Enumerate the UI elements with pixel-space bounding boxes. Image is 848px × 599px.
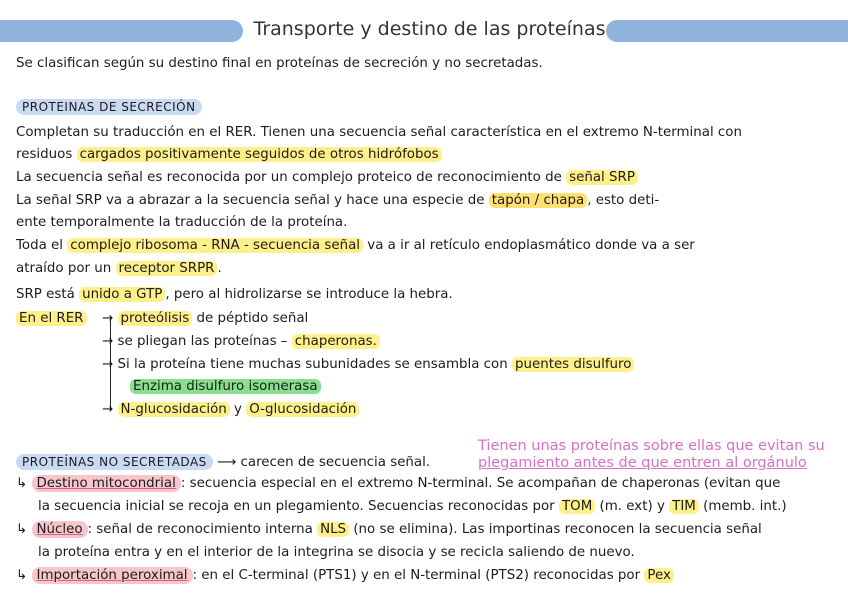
text: Toda el bbox=[16, 238, 64, 253]
destination-nucleus-cont: la proteína entra y en el interior de la integrina se disocia y se recicla saliendo de nuevo. bbox=[38, 545, 635, 560]
text: SRP está bbox=[16, 287, 75, 302]
text: (no se elimina). Las importinas reconocen la secuencia señal bbox=[353, 522, 762, 537]
note-line-2: plegamiento antes de que entren al orgánulo bbox=[478, 455, 807, 471]
rer-label-row bbox=[16, 309, 87, 329]
highlight-gtp: unido a GTP bbox=[79, 287, 165, 302]
highlight-tapon: tapón / chapa bbox=[489, 193, 587, 208]
text: . bbox=[217, 261, 222, 276]
non-secreted-heading: PROTEÍNAS NO SECRETADAS bbox=[16, 454, 213, 470]
text: : señal de reconocimiento interna bbox=[87, 522, 313, 537]
rer-branch-4 bbox=[102, 400, 359, 420]
secretion-line-5: ente temporalmente la traducción de la proteína. bbox=[16, 215, 348, 230]
text: atraído por un bbox=[16, 261, 112, 276]
text: (memb. int.) bbox=[703, 499, 787, 514]
text: se pliegan las proteínas – bbox=[117, 334, 288, 349]
text: La secuencia señal es reconocida por un complejo proteico de reconocimiento de bbox=[16, 170, 562, 185]
label-peroxisome: Importación peroximal bbox=[32, 567, 193, 584]
return-arrow-icon: ↳ bbox=[16, 522, 28, 537]
rer-branch-1 bbox=[102, 309, 308, 329]
arrow-icon: → bbox=[102, 357, 114, 372]
highlight-complex: complejo ribosoma - RNA - secuencia señal bbox=[67, 238, 363, 253]
arrow-icon: → bbox=[102, 334, 114, 349]
text: (m. ext) y bbox=[599, 499, 665, 514]
margin-note bbox=[478, 438, 825, 472]
destination-mitochondrial bbox=[16, 474, 780, 494]
highlight-tom: TOM bbox=[559, 499, 595, 514]
text: : en el C-terminal (PTS1) y en el N-terminal (PTS2) reconocidas por bbox=[192, 568, 641, 583]
rer-branch-3-enzyme bbox=[130, 377, 321, 397]
highlight-proteolysis: proteólisis bbox=[118, 311, 193, 326]
text: y bbox=[234, 402, 242, 417]
text: La señal SRP va a abrazar a la secuencia señal y hace una especie de bbox=[16, 193, 485, 208]
label-mitochondrial: Destino mitocondrial bbox=[32, 475, 181, 492]
highlight-nls: NLS bbox=[317, 522, 349, 537]
page-title: Transporte y destino de las proteínas bbox=[253, 18, 606, 40]
secretion-line-2 bbox=[16, 145, 442, 165]
highlight-chaperones: chaperonas. bbox=[292, 334, 380, 349]
arrow-icon: ⟶ bbox=[217, 455, 237, 470]
destination-peroxisome bbox=[16, 566, 674, 586]
return-arrow-icon: ↳ bbox=[16, 476, 28, 491]
text: , pero al hidrolizarse se introduce la hebra. bbox=[165, 287, 453, 302]
arrow-icon: → bbox=[102, 311, 114, 326]
highlight-pex: Pex bbox=[644, 568, 674, 583]
label-nucleus: Núcleo bbox=[32, 521, 88, 538]
intro-line: Se clasifican según su destino final en proteínas de secreción y no secretadas. bbox=[16, 56, 543, 71]
highlight-charged-residues: cargados positivamente seguidos de otros hidrófobos bbox=[77, 147, 442, 162]
rer-branch-3 bbox=[102, 355, 634, 375]
text: la secuencia inicial se recoja en un plegamiento. Secuencias reconocidas por bbox=[38, 499, 555, 514]
destination-mitochondrial-cont bbox=[38, 497, 787, 517]
destination-nucleus bbox=[16, 520, 762, 540]
highlight-o-glucosidation: O-glucosidación bbox=[246, 402, 359, 417]
note-line-1: Tienen unas proteínas sobre ellas que evitan su bbox=[478, 438, 825, 454]
secretion-line-3 bbox=[16, 168, 638, 188]
secretion-line-7 bbox=[16, 259, 222, 279]
secretion-heading-row bbox=[16, 97, 202, 118]
secretion-line-1: Completan su traducción en el RER. Tienen una secuencia señal característica en el extremo N-terminal con bbox=[16, 125, 742, 140]
highlight-tim: TIM bbox=[669, 499, 699, 514]
highlight-srp: señal SRP bbox=[566, 170, 638, 185]
secretion-line-4 bbox=[16, 191, 659, 211]
arrow-icon: → bbox=[102, 402, 114, 417]
highlight-receptor: receptor SRPR bbox=[116, 261, 218, 276]
highlight-enzyme: Enzima disulfuro isomerasa bbox=[130, 379, 321, 394]
text: : secuencia especial en el extremo N-terminal. Se acompañan de chaperonas (evitan que bbox=[180, 476, 781, 491]
highlight-disulfide-bridges: puentes disulfuro bbox=[512, 357, 634, 372]
highlight-n-glucosidation: N-glucosidación bbox=[118, 402, 230, 417]
secretion-line-8 bbox=[16, 285, 453, 305]
rer-branch-2 bbox=[102, 332, 380, 352]
non-secreted-heading-row bbox=[16, 452, 430, 473]
title-bar-right bbox=[606, 20, 848, 42]
text: va a ir al retículo endoplasmático donde va a ser bbox=[367, 238, 695, 253]
return-arrow-icon: ↳ bbox=[16, 568, 28, 583]
text: Si la proteína tiene muchas subunidades se ensambla con bbox=[117, 357, 508, 372]
text: de péptido señal bbox=[196, 311, 309, 326]
text: carecen de secuencia señal. bbox=[240, 455, 431, 470]
rer-label: En el RER bbox=[16, 311, 87, 326]
text: residuos bbox=[16, 147, 73, 162]
title-bar-left bbox=[0, 20, 243, 42]
secretion-heading: PROTEINAS DE SECRECIÓN bbox=[16, 99, 202, 115]
text: , esto deti- bbox=[587, 193, 660, 208]
secretion-line-6 bbox=[16, 236, 695, 256]
